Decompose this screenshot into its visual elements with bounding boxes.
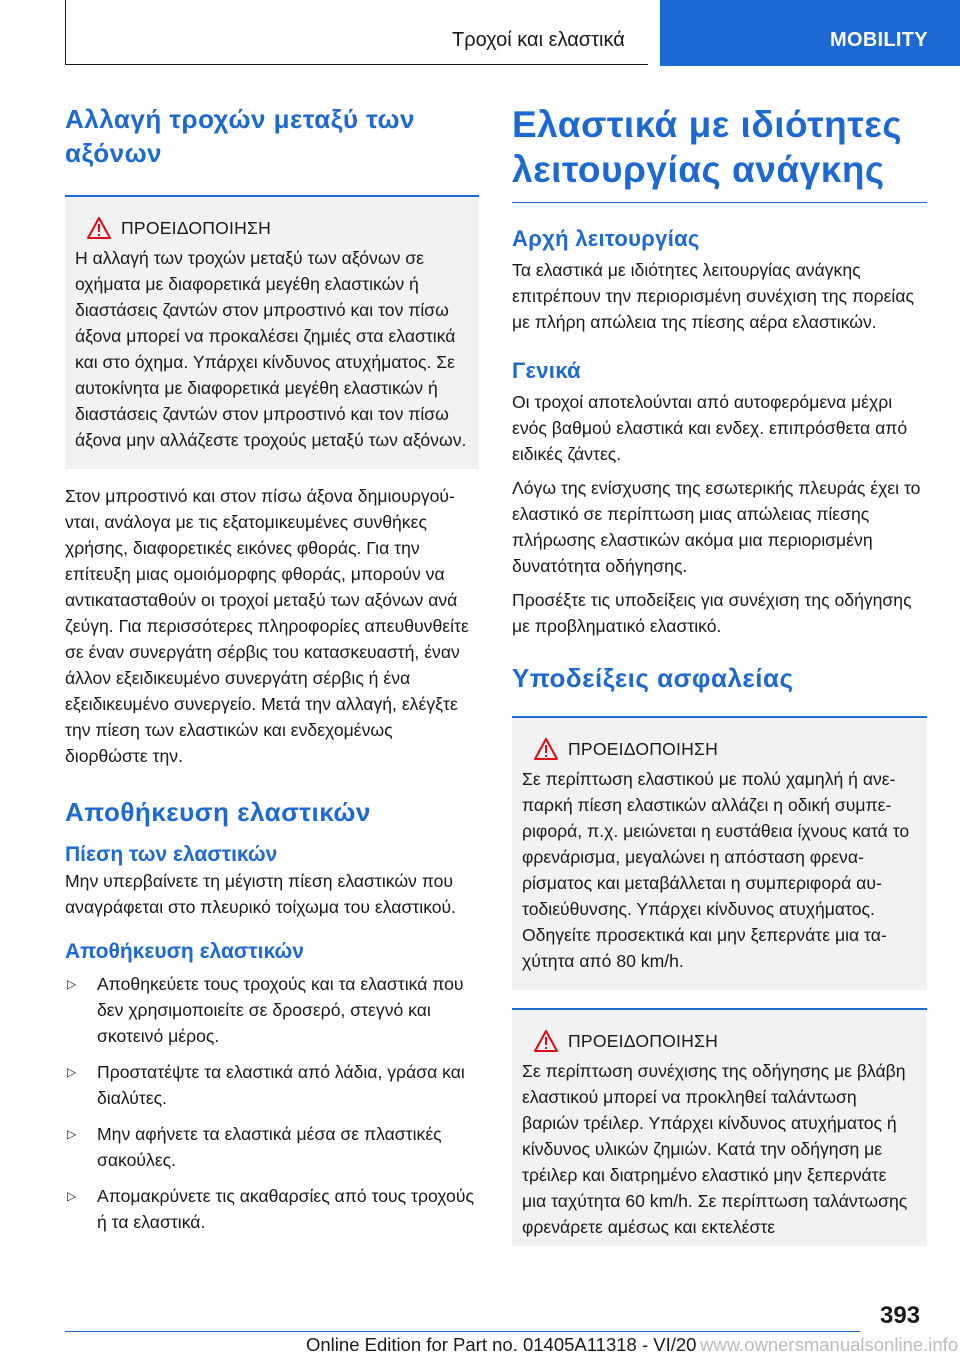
header-underline (65, 64, 648, 65)
warning-box (512, 718, 927, 990)
page-number: 393 (880, 1302, 921, 1329)
triangle-bullet-icon: ▷ (67, 1065, 77, 1079)
list-item-text: Απομακρύνετε τις ακαθαρσίες από τους τροχούς ή τα ελαστικά. (97, 1186, 474, 1232)
warning-text: Σε περίπτωση ελαστικού με πολύ χαμηλή ή ανεπαρκή πίεση ελαστικών αλλάζει η οδική συμπεριφορά, π.χ. μειώνεται η ευστάθεια ίχνους κατά το φρενάρισμα, μεγαλώνει η απόσταση φρεναρίσματος και μεταβάλλεται η συμπεριφορά αυτοδιεύθυνσης. Υπάρχει κίνδυνος ατυχήματος. Οδηγείτε προσεκτικά και μην ξεπερνάτε μια ταχύτητα από 80 km/h. (522, 769, 910, 971)
triangle-bullet-icon: ▷ (67, 977, 77, 991)
header-divider (65, 0, 66, 64)
page-header (0, 0, 960, 66)
warning-header (534, 736, 915, 762)
list-item-text: Προστατέψτε τα ελαστικά από λάδια, γράσα και διαλύτες. (97, 1062, 465, 1108)
subheading-storage: Αποθήκευση ελαστικών (65, 940, 304, 963)
warning-text: Σε περίπτωση συνέχισης της οδήγησης με βλάβη ελαστικού μπορεί να προκληθεί ταλάντωση βαριών τρέιλερ. Υπάρχει κίνδυνος ατυχήματος ή κίνδυνος υλικών ζημιών. Κατά την οδήγηση με τρέιλερ και διατρημένο ελαστικό μην ξεπερνάτε μια ταχύτητα 60 km/h. Σε περίπτωση ταλάντωσης φρενάρετε αμέσως και εκτελέστε (522, 1061, 908, 1237)
triangle-bullet-icon: ▷ (67, 1127, 77, 1141)
subheading-principle: Αρχή λειτουργίας (512, 226, 700, 251)
subheading-pressure: Πίεση των ελαστικών (65, 843, 278, 866)
section-title-runflat: Ελαστικά με ιδιότητες λειτουργίας ανάγκης (512, 104, 903, 190)
watermark: www.ownersmanualsonline.info (700, 1334, 959, 1355)
warning-triangle-icon (534, 1030, 558, 1052)
list-item (65, 971, 479, 1049)
mobility-tab[interactable] (660, 0, 960, 66)
section-title-wheel-rotation: Αλλαγή τροχών μεταξύ των αξόνων (65, 104, 415, 168)
warning-label: ΠΡΟΕΙΔΟΠΟΙΗΣΗ (568, 1030, 718, 1051)
left-column (65, 102, 479, 1235)
section-title-storage: Αποθήκευση ελαστικών (65, 797, 371, 827)
paragraph: Στον μπροστινό και στον πίσω άξονα δημιουργούνται, ανάλογα με τις εξατομικευμένες συνθήκες χρήσης, διαφορετικές εικόνες φθοράς. Για την επίτευξη μιας ομοιόμορφης φθοράς, μπορούν να αντικατασταθούν οι τροχοί μεταξύ των αξόνων ανά ζεύγη. Για περισσότερες πληροφορίες απευθυνθείτε σε έναν συνεργάτη σέρβις του κατασκευαστή, έναν άλλον εξειδικευμένο συνεργάτη σέρβις ή ένα εξειδικευμένο συνεργείο. Μετά την αλλαγή, ελέγξτε την πίεση των ελαστικών και ενδεχομένως διορθώστε την. (65, 486, 469, 766)
paragraph: Προσέξτε τις υποδείξεις για συνέχιση της οδήγησης με προβληματικό ελαστικό. (512, 590, 912, 636)
chapter-title: Τροχοί και ελαστικά (452, 29, 625, 51)
mobility-tab-label: MOBILITY (830, 29, 928, 51)
list-item (65, 1183, 479, 1235)
triangle-bullet-icon: ▷ (67, 1189, 77, 1203)
edition-text: Online Edition for Part no. 01405A11318 - VI/20 (306, 1334, 697, 1355)
list-item (65, 1059, 479, 1111)
section-title-safety: Υποδείξεις ασφαλείας (512, 663, 794, 693)
warning-triangle-icon (87, 217, 111, 239)
list-item-text: Μην αφήνετε τα ελαστικά μέσα σε πλαστικές σακούλες. (97, 1124, 442, 1170)
bullet-list (65, 971, 479, 1235)
warning-label: ΠΡΟΕΙΔΟΠΟΙΗΣΗ (568, 738, 718, 759)
paragraph: Τα ελαστικά με ιδιότητες λειτουργίας ανάγκης επιτρέπουν την περιορισμένη συνέχιση της πορείας με πλήρη απώλεια της πίεσης αέρα ελαστικών. (512, 260, 914, 332)
section-rule (512, 202, 927, 203)
list-item (65, 1121, 479, 1173)
warning-label: ΠΡΟΕΙΔΟΠΟΙΗΣΗ (121, 217, 271, 238)
warning-box (512, 1010, 927, 1246)
paragraph: Λόγω της ενίσχυσης της εσωτερικής πλευράς έχει το ελαστικό σε περίπτωση μιας απώλειας πίεσης πλήρωσης ελαστικών ακόμα μια περιορισμένη δυνατότητα οδήγησης. (512, 478, 921, 576)
warning-box (65, 197, 479, 469)
warning-header (87, 215, 467, 241)
list-item-text: Αποθηκεύετε τους τροχούς και τα ελαστικά που δεν χρησιμοποιείτε σε δροσερό, στεγνό και σκοτεινό μέρος. (97, 974, 464, 1046)
footer-rule (65, 1331, 860, 1332)
paragraph: Οι τροχοί αποτελούνται από αυτοφερόμενα μέχρι ενός βαθμού ελαστικά και ενδεχ. επιπρόσθετα από ειδικές ζάντες. (512, 392, 908, 464)
paragraph: Μην υπερβαίνετε τη μέγιστη πίεση ελαστικών που αναγράφεται στο πλευρικό τοίχωμα του ελαστικού. (65, 871, 457, 917)
subheading-general: Γενικά (512, 358, 581, 383)
warning-text: Η αλλαγή των τροχών μεταξύ των αξόνων σε οχήματα με διαφορετικά μεγέθη ελαστικών ή διαστάσεις ζαντών στον μπροστινό και τον πίσω άξονα μπορεί να προκαλέσει ζημιές στα ελαστικά και στο όχημα. Υπάρχει κίνδυνος ατυχήματος. Σε αυτοκίνητα με διαφορετικά μεγέθη ελαστικών ή διαστάσεις ζαντών στον μπροστινό και τον πίσω άξονα μην αλλάζεστε τροχούς μεταξύ των αξόνων. (75, 248, 467, 450)
right-column (512, 102, 927, 1246)
warning-header (534, 1028, 915, 1054)
warning-triangle-icon (534, 738, 558, 760)
